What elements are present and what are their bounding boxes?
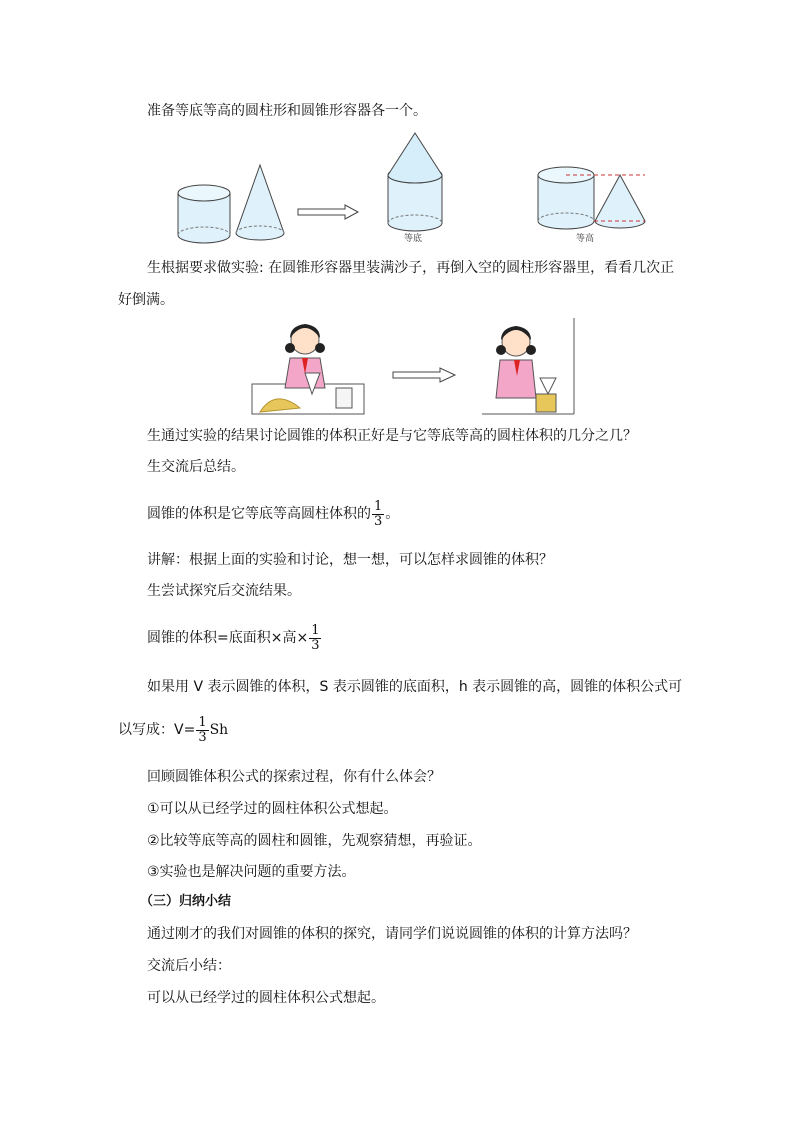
conclusion-end: 。: [385, 506, 400, 522]
intro-text: 准备等底等高的圆柱形和圆锥形容器各一个。: [147, 103, 427, 119]
arrow-right-icon: [298, 205, 358, 219]
fraction-denominator: 3: [374, 513, 383, 529]
same-height-figure: [538, 167, 645, 244]
fraction-denominator: 3: [311, 637, 320, 653]
letters-line2: [118, 710, 228, 750]
section-title: （三）归纳小结: [140, 894, 232, 909]
review-text: 回顾圆锥体积公式的探索过程，你有什么体会？: [147, 769, 441, 785]
exchange-text: 生交流后总结。: [147, 459, 245, 475]
cone-shape: [236, 165, 284, 240]
point-3: ③实验也是解决问题的重要方法。: [147, 864, 356, 880]
letters-prefix: 以写成：V=: [118, 722, 196, 738]
arrow-right-icon: [393, 368, 455, 382]
explain-text: 讲解：根据上面的实验和讨论，想一想，可以怎样求圆锥的体积？: [147, 552, 553, 568]
pouring-experiment-figure: [0, 318, 794, 418]
fraction-one-third: [372, 500, 384, 529]
cylinder-shape: [178, 185, 230, 243]
experiment-line1: 生根据要求做实验: 在圆锥形容器里装满沙子，再倒入空的圆柱形容器里，看看几次正: [147, 260, 675, 276]
girl-pouring-illustration: [482, 318, 574, 414]
summary-final: 可以从已经学过的圆柱体积公式想起。: [147, 990, 385, 1006]
label-same-base: 等底: [404, 234, 423, 244]
summary-label: 交流后小结：: [147, 958, 231, 974]
experiment-line2: 好倒满。: [118, 292, 174, 308]
label-same-height: 等高: [576, 234, 595, 244]
fraction-numerator: 1: [198, 714, 207, 730]
fraction-numerator: 1: [311, 622, 320, 638]
formula-words-line: [147, 618, 322, 658]
letters-line1: 如果用 V 表示圆锥的体积，S 表示圆锥的底面积，h 表示圆锥的高，圆锥的体积公式可: [147, 679, 683, 695]
summary-question: 通过刚才的我们对圆锥的体积的探究，请同学们说说圆锥的体积的计算方法吗？: [147, 926, 637, 942]
point-1: ①可以从已经学过的圆柱体积公式想起。: [147, 801, 398, 817]
point-2: ②比较等底等高的圆柱和圆锥，先观察猜想，再验证。: [147, 833, 482, 849]
fraction-one-third: [196, 716, 208, 745]
fraction-denominator: 3: [198, 729, 207, 745]
conclusion-text: 圆锥的体积是它等底等高圆柱体积的: [147, 506, 371, 522]
discuss-text: 生通过实验的结果讨论圆锥的体积正好是与它等底等高的圆柱体积的几分之几？: [147, 428, 637, 444]
try-text: 生尝试探究后交流结果。: [147, 583, 301, 599]
conclusion-line: [147, 494, 399, 534]
formula-words-text: 圆锥的体积=底面积×高×: [147, 630, 309, 646]
same-base-figure: [388, 133, 442, 244]
girl-with-cone-illustration: [252, 324, 364, 414]
fraction-one-third: [309, 624, 321, 653]
letters-suffix: Sh: [209, 722, 229, 738]
cylinder-cone-figure: [0, 125, 794, 255]
fraction-numerator: 1: [374, 498, 383, 514]
